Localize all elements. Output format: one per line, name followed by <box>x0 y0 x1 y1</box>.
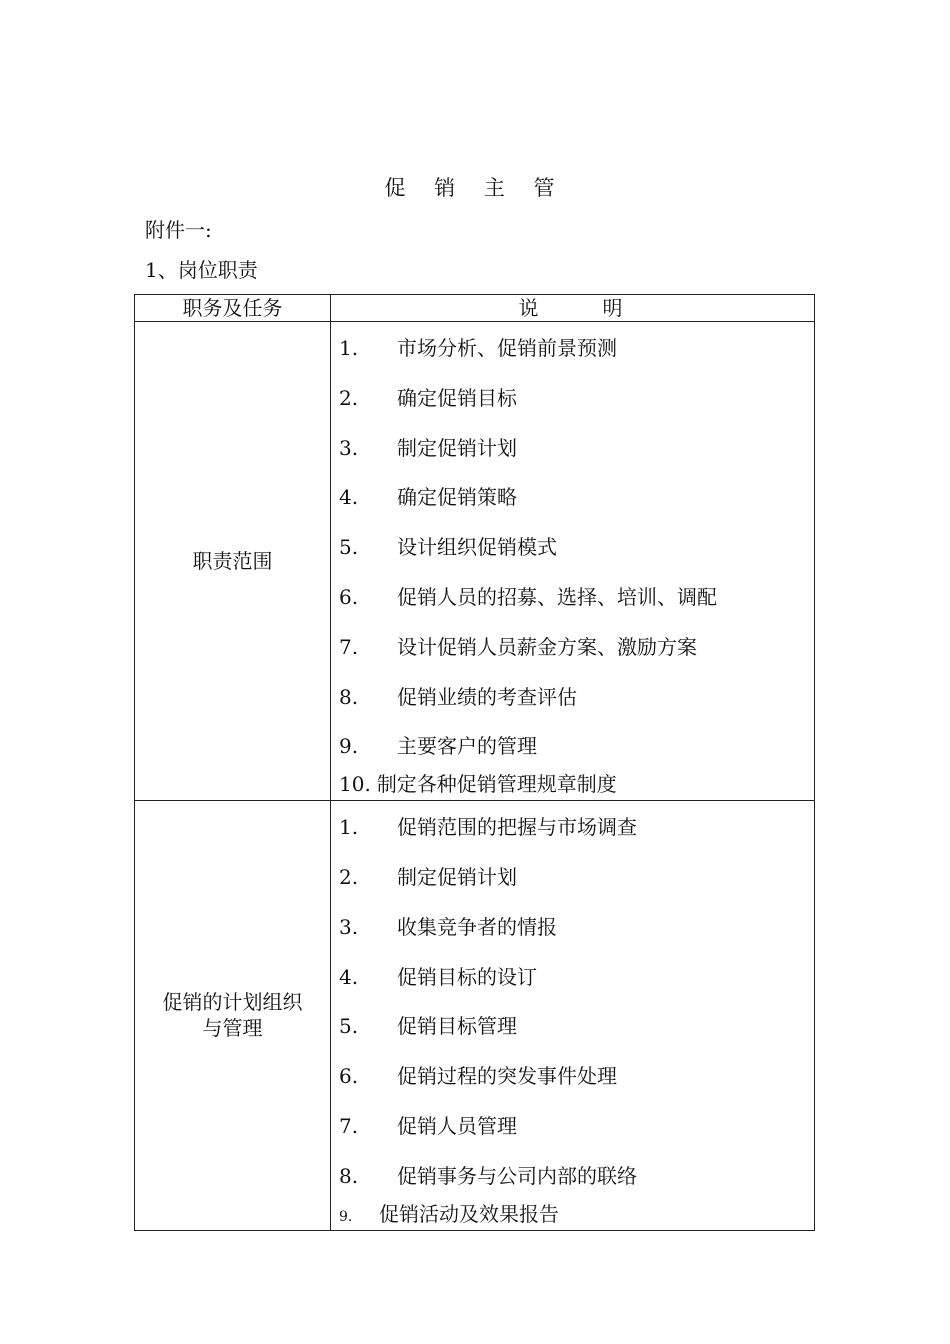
table-row <box>135 801 815 1230</box>
list-item <box>331 951 814 1001</box>
item-text: 市场分析、促销前景预测 <box>397 336 617 360</box>
item-number: 6. <box>339 584 359 609</box>
item-number: 8. <box>339 684 359 709</box>
item-text: 制定促销计划 <box>397 435 517 460</box>
list-item <box>331 851 814 901</box>
item-number: 1. <box>339 336 359 360</box>
item-number: 4. <box>339 485 359 510</box>
item-number: 8. <box>339 1163 359 1188</box>
item-number: 1. <box>339 815 359 840</box>
description-cell <box>331 322 815 801</box>
section-heading: 1、岗位职责 <box>145 258 258 282</box>
list-item <box>331 671 814 721</box>
item-number: 7. <box>339 634 359 659</box>
list-item <box>331 1200 814 1230</box>
list-item <box>331 1100 814 1150</box>
list-item <box>331 1150 814 1200</box>
item-text: 促销事务与公司内部的联络 <box>397 1163 637 1188</box>
item-text: 促销范围的把握与市场调查 <box>397 815 637 840</box>
table-header-row <box>135 295 815 322</box>
task-cell <box>135 801 331 1230</box>
item-number: 2. <box>339 385 359 410</box>
item-number: 3. <box>339 435 359 460</box>
item-number: 9. <box>339 1208 353 1225</box>
task-label: 促销的计划组织 <box>162 990 303 1015</box>
list-item <box>331 770 814 800</box>
list-item <box>331 1050 814 1100</box>
document-title: 促 销 主 管 <box>384 176 566 200</box>
item-text: 制定促销计划 <box>397 864 517 889</box>
item-text: 收集竞争者的情报 <box>397 914 557 939</box>
list-item <box>331 571 814 621</box>
task-label: 与管理 <box>202 1016 263 1041</box>
list-item <box>331 621 814 671</box>
description-cell <box>331 801 815 1230</box>
list-item <box>331 901 814 951</box>
header-description: 说明 <box>331 295 815 322</box>
item-text: 促销业绩的考查评估 <box>397 684 577 709</box>
item-number: 4. <box>339 964 359 989</box>
list-item <box>331 521 814 571</box>
list-item <box>331 322 814 372</box>
item-text: 促销人员管理 <box>397 1113 517 1138</box>
list-item <box>331 801 814 851</box>
item-number: 5. <box>339 535 359 560</box>
item-text: 促销活动及效果报告 <box>379 1201 559 1226</box>
item-number: 2. <box>339 864 359 889</box>
header-task: 职务及任务 <box>135 295 331 322</box>
table-row <box>135 322 815 801</box>
item-text: 促销目标的设订 <box>397 964 537 989</box>
item-text: 促销目标管理 <box>397 1014 517 1039</box>
attachment-label: 附件一: <box>145 218 212 242</box>
item-text: 促销人员的招募、选择、培训、调配 <box>397 584 717 609</box>
item-number: 6. <box>339 1064 359 1089</box>
item-text: 确定促销策略 <box>397 485 517 510</box>
item-text: 制定各种促销管理规章制度 <box>376 772 617 797</box>
item-text: 设计组织促销模式 <box>397 535 557 560</box>
task-label: 职责范围 <box>192 549 273 574</box>
item-number: 9. <box>339 734 359 759</box>
duty-table <box>134 294 815 1231</box>
item-number: 10. <box>339 772 371 797</box>
item-number: 3. <box>339 914 359 939</box>
task-cell <box>135 322 331 801</box>
item-text: 促销过程的突发事件处理 <box>397 1064 617 1089</box>
list-item <box>331 372 814 422</box>
list-item <box>331 422 814 472</box>
item-number: 5. <box>339 1014 359 1039</box>
item-text: 主要客户的管理 <box>397 734 537 759</box>
list-item <box>331 471 814 521</box>
list-item <box>331 720 814 770</box>
item-text: 设计促销人员薪金方案、激励方案 <box>397 634 697 659</box>
item-number: 7. <box>339 1113 359 1138</box>
item-text: 确定促销目标 <box>397 385 517 410</box>
list-item <box>331 1000 814 1050</box>
